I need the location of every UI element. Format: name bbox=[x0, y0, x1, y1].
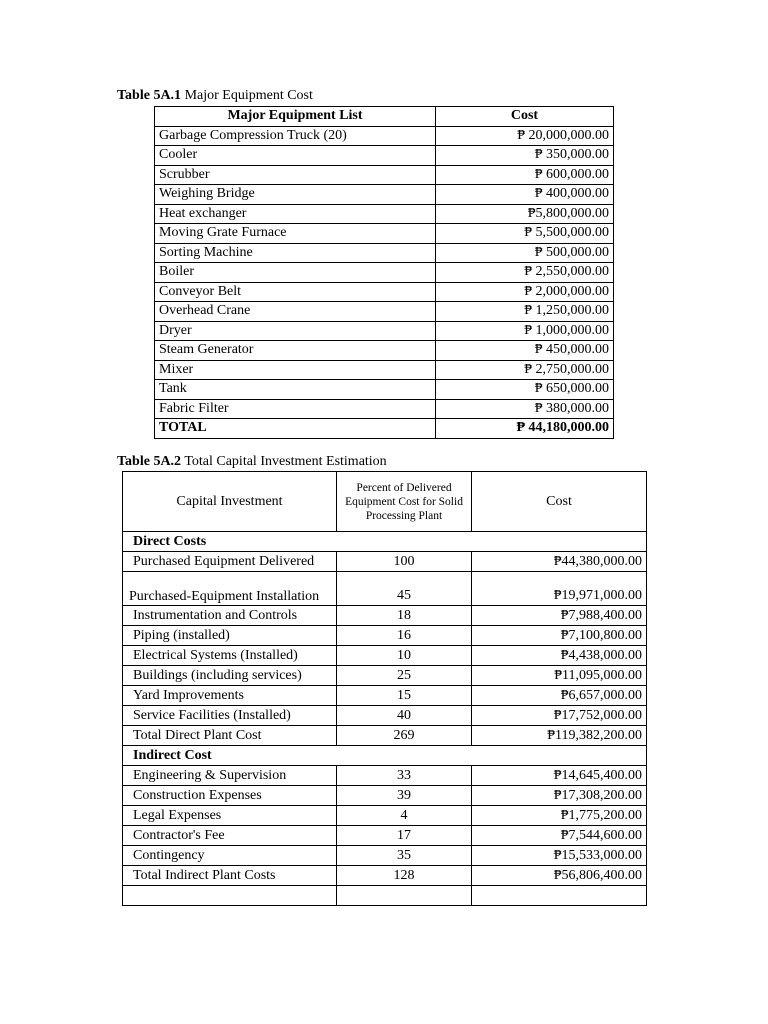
table2-row bbox=[123, 806, 647, 826]
table1-row bbox=[155, 360, 614, 380]
investment-percent: 17 bbox=[337, 826, 472, 846]
investment-percent: 10 bbox=[337, 646, 472, 666]
investment-percent: 18 bbox=[337, 606, 472, 626]
equipment-cost: ₱ 2,750,000.00 bbox=[436, 360, 614, 380]
equipment-name: Overhead Crane bbox=[155, 302, 436, 322]
equipment-cost: ₱ 650,000.00 bbox=[436, 380, 614, 400]
equipment-name: Conveyor Belt bbox=[155, 282, 436, 302]
investment-percent: 35 bbox=[337, 846, 472, 866]
investment-percent: 33 bbox=[337, 766, 472, 786]
table1-row bbox=[155, 165, 614, 185]
blank-cell bbox=[123, 886, 337, 906]
equipment-name: Boiler bbox=[155, 263, 436, 283]
investment-cost: ₱17,308,200.00 bbox=[472, 786, 647, 806]
equipment-cost: ₱ 600,000.00 bbox=[436, 165, 614, 185]
investment-item: Contingency bbox=[123, 846, 337, 866]
table2-header-col2: Percent of Delivered Equipment Cost for Solid Processing Plant bbox=[337, 472, 472, 532]
investment-cost: ₱14,645,400.00 bbox=[472, 766, 647, 786]
table1-caption-label: Table 5A.1 bbox=[117, 88, 182, 103]
table2-caption-title: Total Capital Investment Estimation bbox=[184, 454, 387, 469]
table2-header-row bbox=[123, 472, 647, 532]
investment-cost: ₱7,100,800.00 bbox=[472, 626, 647, 646]
table2-row bbox=[123, 726, 647, 746]
investment-cost: ₱56,806,400.00 bbox=[472, 866, 647, 886]
table2-row bbox=[123, 786, 647, 806]
equipment-name: Heat exchanger bbox=[155, 204, 436, 224]
investment-item: Purchased Equipment Delivered bbox=[123, 552, 337, 572]
table2-row bbox=[123, 766, 647, 786]
table2-row bbox=[123, 626, 647, 646]
table1-header-item: Major Equipment List bbox=[155, 107, 436, 127]
table2-caption-label: Table 5A.2 bbox=[117, 454, 182, 469]
table1-row bbox=[155, 263, 614, 283]
investment-item: Total Indirect Plant Costs bbox=[123, 866, 337, 886]
table1-row bbox=[155, 321, 614, 341]
table1-header-row bbox=[155, 107, 614, 127]
equipment-name: Tank bbox=[155, 380, 436, 400]
table2-row bbox=[123, 572, 647, 606]
equipment-cost: ₱ 5,500,000.00 bbox=[436, 224, 614, 244]
investment-item: Total Direct Plant Cost bbox=[123, 726, 337, 746]
investment-cost: ₱7,544,600.00 bbox=[472, 826, 647, 846]
investment-cost: ₱6,657,000.00 bbox=[472, 686, 647, 706]
equipment-cost: ₱ 1,250,000.00 bbox=[436, 302, 614, 322]
investment-cost: ₱4,438,000.00 bbox=[472, 646, 647, 666]
investment-item: Piping (installed) bbox=[123, 626, 337, 646]
table2-row bbox=[123, 686, 647, 706]
blank-cell bbox=[337, 886, 472, 906]
equipment-name: Fabric Filter bbox=[155, 399, 436, 419]
indirect-cost-heading: Indirect Cost bbox=[123, 746, 647, 766]
equipment-name: Cooler bbox=[155, 146, 436, 166]
table1-header-cost: Cost bbox=[436, 107, 614, 127]
investment-cost: ₱119,382,200.00 bbox=[472, 726, 647, 746]
table1-row bbox=[155, 399, 614, 419]
direct-costs-heading: Direct Costs bbox=[123, 532, 647, 552]
table1-caption-title: Major Equipment Cost bbox=[184, 88, 313, 103]
investment-cost: ₱19,971,000.00 bbox=[472, 572, 647, 606]
investment-percent: 15 bbox=[337, 686, 472, 706]
investment-item: Purchased-Equipment Installation bbox=[123, 572, 337, 606]
indirect-cost-heading-row bbox=[123, 746, 647, 766]
table2-header-col3: Cost bbox=[472, 472, 647, 532]
equipment-cost: ₱ 20,000,000.00 bbox=[436, 126, 614, 146]
investment-percent: 100 bbox=[337, 552, 472, 572]
investment-item: Yard Improvements bbox=[123, 686, 337, 706]
investment-percent: 128 bbox=[337, 866, 472, 886]
table2-row bbox=[123, 666, 647, 686]
table1-caption bbox=[117, 88, 313, 104]
investment-cost: ₱1,775,200.00 bbox=[472, 806, 647, 826]
investment-cost: ₱17,752,000.00 bbox=[472, 706, 647, 726]
table1-row bbox=[155, 204, 614, 224]
investment-percent: 4 bbox=[337, 806, 472, 826]
table2-row bbox=[123, 706, 647, 726]
table1-total-label: TOTAL bbox=[155, 419, 436, 439]
investment-percent: 39 bbox=[337, 786, 472, 806]
table2-row bbox=[123, 552, 647, 572]
table1-row bbox=[155, 341, 614, 361]
table2-header-col1: Capital Investment bbox=[123, 472, 337, 532]
table2-blank-row bbox=[123, 886, 647, 906]
table2-caption bbox=[117, 454, 387, 470]
investment-percent: 40 bbox=[337, 706, 472, 726]
table1-row bbox=[155, 243, 614, 263]
equipment-cost: ₱ 1,000,000.00 bbox=[436, 321, 614, 341]
equipment-name: Mixer bbox=[155, 360, 436, 380]
investment-cost: ₱15,533,000.00 bbox=[472, 846, 647, 866]
investment-percent: 269 bbox=[337, 726, 472, 746]
investment-item: Instrumentation and Controls bbox=[123, 606, 337, 626]
equipment-cost: ₱ 2,550,000.00 bbox=[436, 263, 614, 283]
table1-row bbox=[155, 224, 614, 244]
equipment-cost: ₱ 2,000,000.00 bbox=[436, 282, 614, 302]
table2-row bbox=[123, 646, 647, 666]
equipment-cost: ₱ 450,000.00 bbox=[436, 341, 614, 361]
direct-costs-heading-row bbox=[123, 532, 647, 552]
investment-percent: 45 bbox=[337, 572, 472, 606]
equipment-name: Garbage Compression Truck (20) bbox=[155, 126, 436, 146]
investment-cost: ₱7,988,400.00 bbox=[472, 606, 647, 626]
table2-row bbox=[123, 606, 647, 626]
table1-total-row bbox=[155, 419, 614, 439]
equipment-name: Steam Generator bbox=[155, 341, 436, 361]
equipment-cost: ₱ 380,000.00 bbox=[436, 399, 614, 419]
table2-row bbox=[123, 846, 647, 866]
equipment-cost: ₱ 500,000.00 bbox=[436, 243, 614, 263]
table1-row bbox=[155, 302, 614, 322]
table1-total-cost: ₱ 44,180,000.00 bbox=[436, 419, 614, 439]
table2-row bbox=[123, 866, 647, 886]
equipment-name: Scrubber bbox=[155, 165, 436, 185]
capital-investment-table bbox=[122, 471, 647, 906]
equipment-name: Dryer bbox=[155, 321, 436, 341]
equipment-cost: ₱5,800,000.00 bbox=[436, 204, 614, 224]
investment-percent: 16 bbox=[337, 626, 472, 646]
investment-item: Electrical Systems (Installed) bbox=[123, 646, 337, 666]
investment-item: Service Facilities (Installed) bbox=[123, 706, 337, 726]
investment-item: Buildings (including services) bbox=[123, 666, 337, 686]
equipment-cost: ₱ 400,000.00 bbox=[436, 185, 614, 205]
major-equipment-table bbox=[154, 106, 614, 439]
table1-row bbox=[155, 185, 614, 205]
equipment-cost: ₱ 350,000.00 bbox=[436, 146, 614, 166]
equipment-name: Sorting Machine bbox=[155, 243, 436, 263]
investment-item: Legal Expenses bbox=[123, 806, 337, 826]
investment-item: Contractor's Fee bbox=[123, 826, 337, 846]
table2-row bbox=[123, 826, 647, 846]
investment-item: Engineering & Supervision bbox=[123, 766, 337, 786]
table1-row bbox=[155, 126, 614, 146]
investment-cost: ₱44,380,000.00 bbox=[472, 552, 647, 572]
table1-row bbox=[155, 380, 614, 400]
equipment-name: Weighing Bridge bbox=[155, 185, 436, 205]
investment-percent: 25 bbox=[337, 666, 472, 686]
equipment-name: Moving Grate Furnace bbox=[155, 224, 436, 244]
blank-cell bbox=[472, 886, 647, 906]
investment-item: Construction Expenses bbox=[123, 786, 337, 806]
table1-row bbox=[155, 282, 614, 302]
table1-row bbox=[155, 146, 614, 166]
investment-cost: ₱11,095,000.00 bbox=[472, 666, 647, 686]
